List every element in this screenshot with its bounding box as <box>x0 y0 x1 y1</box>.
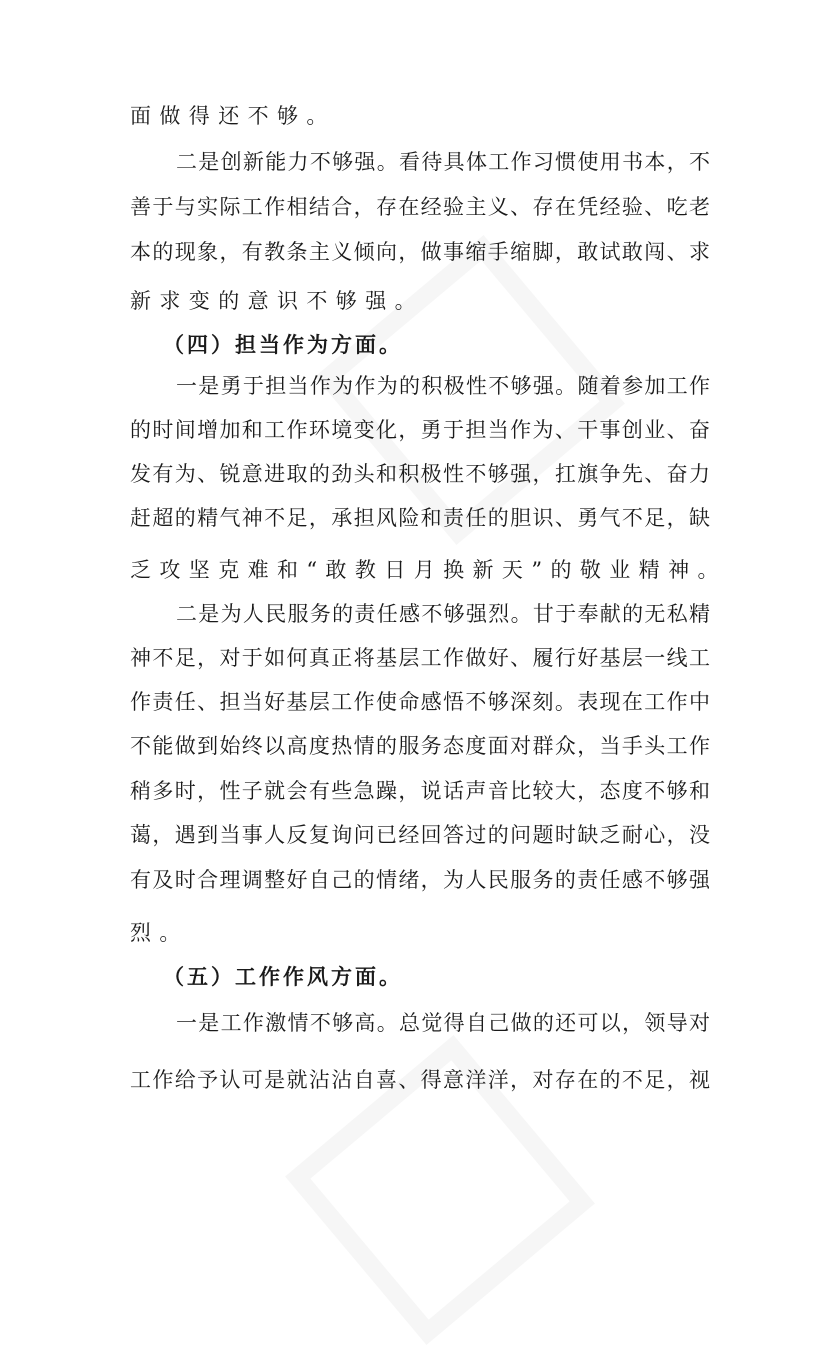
paragraph-line: 面做得还不够。 <box>130 104 336 128</box>
paragraph-line: 乏攻坚克难和“敢教日月换新天”的敬业精神。 <box>130 558 727 582</box>
paragraph-line: 神不足，对于如何真正将基层工作做好、履行好基层一线工 <box>130 646 710 670</box>
paragraph-line: 有及时合理调整好自己的情绪，为人民服务的责任感不够强 <box>130 868 710 892</box>
paragraph-line: 一是勇于担当作为作为的积极性不够强。随着参加工作 <box>176 374 710 398</box>
paragraph-line: 发有为、锐意进取的劲头和积极性不够强，扛旗争先、奋力 <box>130 462 710 486</box>
paragraph-line: 工作给予认可是就沾沾自喜、得意洋洋，对存在的不足，视 <box>130 1068 710 1092</box>
section-heading: （四）担当作为方面。 <box>163 332 403 357</box>
paragraph-line: 一是工作激情不够高。总觉得自己做的还可以，领导对 <box>176 1011 710 1035</box>
paragraph-line: 作责任、担当好基层工作使命感悟不够深刻。表现在工作中 <box>130 690 710 714</box>
paragraph-line: 烈。 <box>130 921 189 945</box>
paragraph-line: 蔼，遇到当事人反复询问已经回答过的问题时缺乏耐心，没 <box>130 823 710 847</box>
paragraph-line: 二是创新能力不够强。看待具体工作习惯使用书本，不 <box>176 150 710 174</box>
paragraph-line: 善于与实际工作相结合，存在经验主义、存在凭经验、吃老 <box>130 195 710 219</box>
paragraph-line: 不能做到始终以高度热情的服务态度面对群众，当手头工作 <box>130 734 710 758</box>
paragraph-line: 本的现象，有教条主义倾向，做事缩手缩脚，敢试敢闯、求 <box>130 240 710 264</box>
paragraph-line: 新求变的意识不够强。 <box>130 289 424 313</box>
paragraph-line: 二是为人民服务的责任感不够强烈。甘于奉献的无私精 <box>176 602 710 626</box>
paragraph-line: 稍多时，性子就会有些急躁，说话声音比较大，态度不够和 <box>130 779 710 803</box>
paragraph-line: 赶超的精气神不足，承担风险和责任的胆识、勇气不足，缺 <box>130 506 710 530</box>
paragraph-line: 的时间增加和工作环境变化，勇于担当作为、干事创业、奋 <box>130 418 710 442</box>
section-heading: （五）工作作风方面。 <box>163 964 403 989</box>
